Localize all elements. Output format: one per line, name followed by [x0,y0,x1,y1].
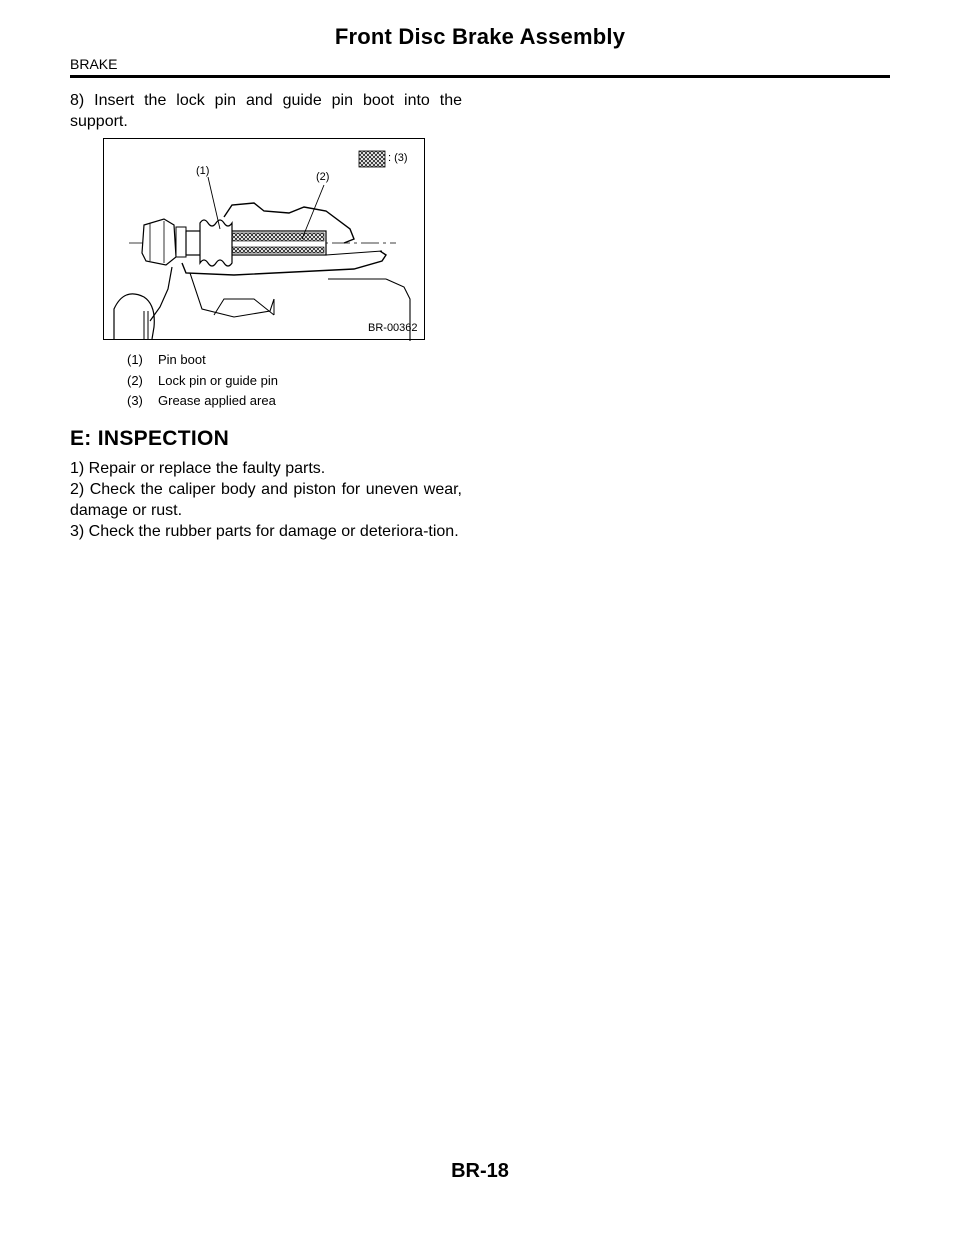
caliper-pin-illustration [104,139,426,341]
callout-2-label: (2) [316,171,330,183]
inspection-step: 2) Check the caliper body and piston for uneven wear, damage or rust. [70,481,462,519]
inspection-steps [70,458,462,542]
legend-text: Lock pin or guide pin [158,372,278,388]
callout-1-label: (1) [196,165,210,177]
figure [103,138,425,340]
install-step-block [70,90,462,132]
legend-item [127,371,278,392]
legend-item [127,350,278,371]
inspection-step: 3) Check the rubber parts for damage or deteriora-tion. [70,523,459,540]
inspection-step: 1) Repair or replace the faulty parts. [70,460,326,477]
legend-text: Grease applied area [158,393,276,408]
page-number: BR-18 [451,1160,509,1182]
figure-code: BR-00362 [368,322,418,334]
legend-number: (1) [127,352,143,367]
legend-text: Pin boot [158,352,206,367]
legend-item [127,391,278,412]
install-step-text: 8) Insert the lock pin and guide pin boot into the support. [70,92,462,130]
legend-number: (3) [127,393,143,408]
page-title: Front Disc Brake Assembly [334,24,626,49]
legend-number: (2) [127,372,143,388]
inspection-heading: E: INSPECTION [70,427,230,450]
header-rule [70,75,890,78]
figure-legend [127,350,278,412]
hatch-key-label: : (3) [388,152,408,164]
section-label: BRAKE [70,56,118,72]
